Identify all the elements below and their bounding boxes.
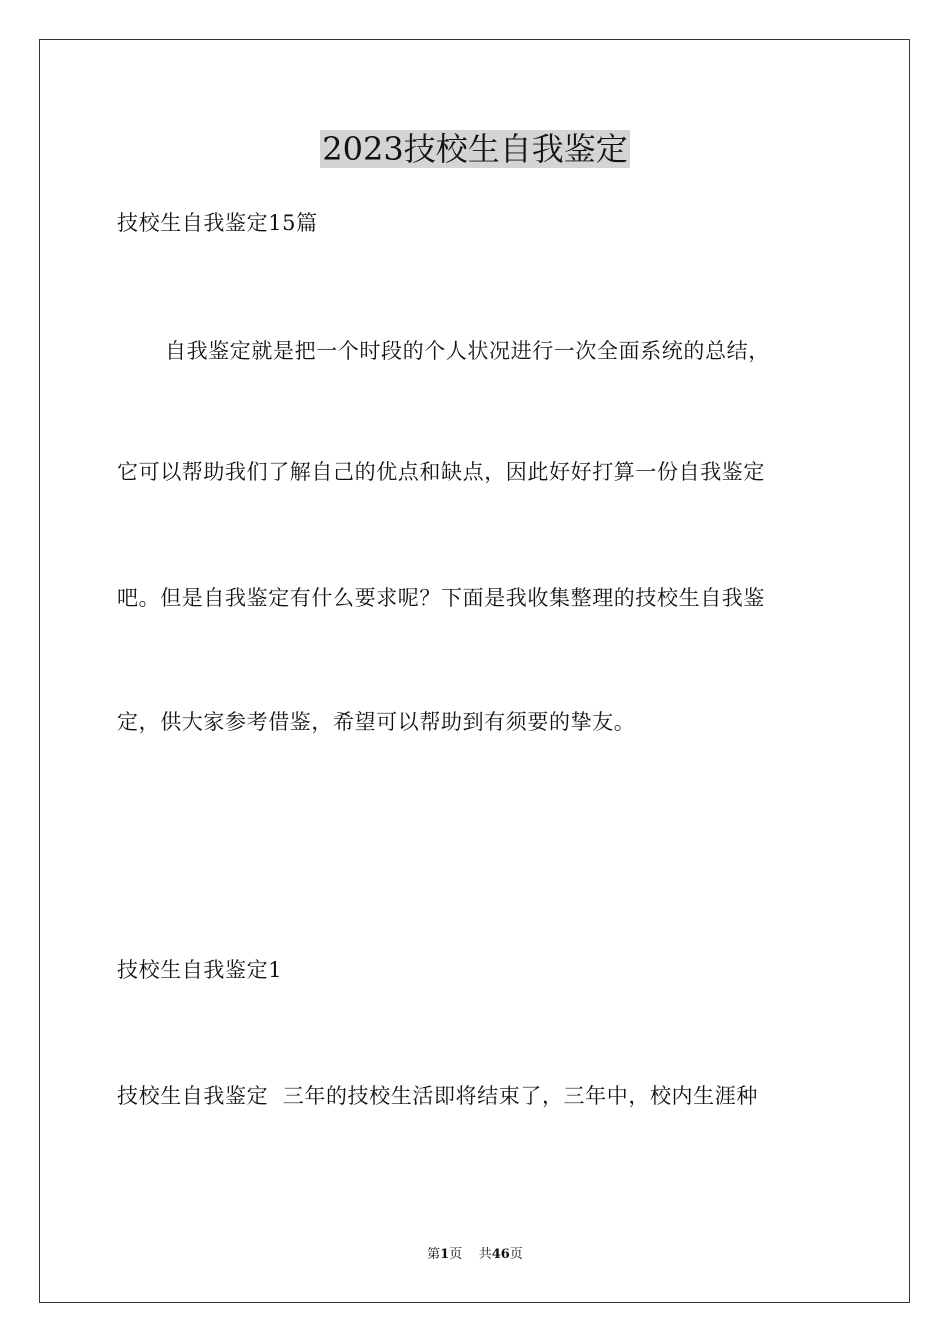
- footer-page-current: 1: [440, 1247, 450, 1262]
- document-title: [0, 127, 950, 171]
- intro-line-2: 它可以帮助我们了解自己的优点和缺点，因此好好打算一份自我鉴定: [117, 460, 765, 484]
- footer-page-suffix: 页: [449, 1247, 463, 1262]
- footer-page-total: 46: [491, 1247, 510, 1262]
- body-line-1: 技校生自我鉴定 三年的技校生活即将结束了，三年中，校内生涯种: [117, 1084, 758, 1108]
- footer-total-prefix: 共: [478, 1247, 492, 1262]
- intro-line-1: 自我鉴定就是把一个时段的个人状况进行一次全面系统的总结，: [165, 339, 770, 363]
- page-footer: [0, 1246, 950, 1264]
- footer-page-prefix: 第: [427, 1247, 441, 1262]
- document-subtitle: 技校生自我鉴定15篇: [117, 211, 318, 235]
- document-title-text: 2023技校生自我鉴定: [322, 130, 628, 168]
- intro-line-3: 吧。但是自我鉴定有什么要求呢？下面是我收集整理的技校生自我鉴: [117, 586, 765, 610]
- footer-total-suffix: 页: [509, 1247, 523, 1262]
- intro-line-4: 定，供大家参考借鉴，希望可以帮助到有须要的挚友。: [117, 710, 636, 734]
- section-heading: 技校生自我鉴定1: [117, 958, 283, 982]
